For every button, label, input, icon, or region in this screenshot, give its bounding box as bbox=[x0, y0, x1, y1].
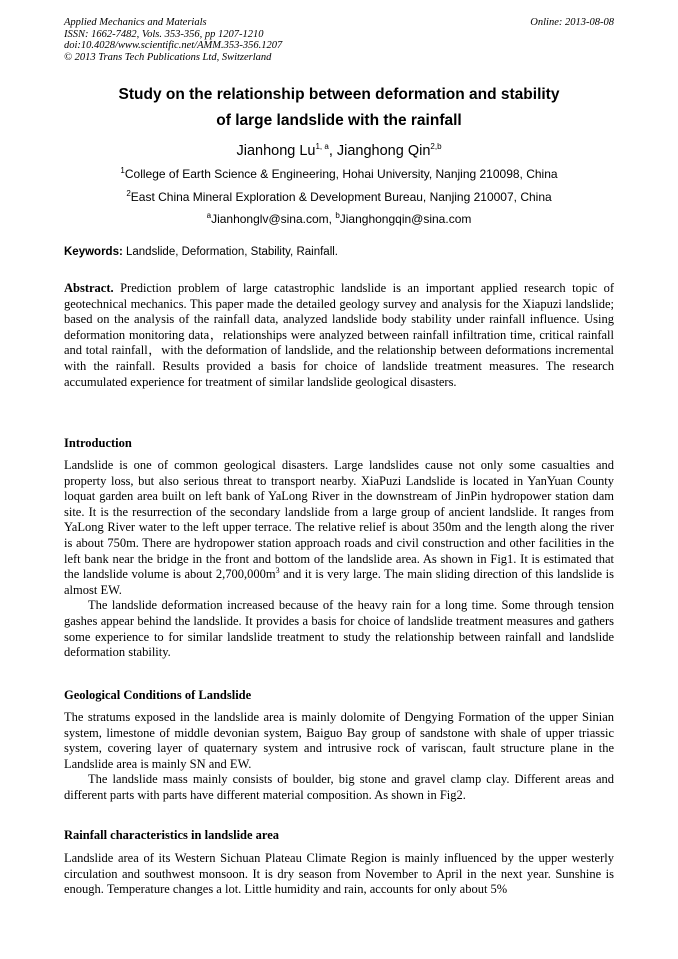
rainfall-heading: Rainfall characteristics in landslide area bbox=[64, 828, 280, 842]
rainfall-body bbox=[64, 851, 614, 898]
author-sep: , bbox=[328, 143, 337, 159]
affiliation-1-sup: 1 bbox=[120, 166, 125, 175]
affiliation-1 bbox=[40, 167, 638, 181]
introduction-paragraph-1 bbox=[64, 458, 614, 598]
email-a-sup: a bbox=[206, 211, 212, 220]
issn: ISSN: 1662-7482, Vols. 353-356, pp 1207-1210 bbox=[64, 28, 264, 40]
journal-name: Applied Mechanics and Materials bbox=[64, 17, 207, 28]
author-1-sup: 1, a bbox=[315, 142, 329, 152]
copyright: © 2013 Trans Tech Publications Ltd, Switzerland bbox=[64, 51, 272, 63]
intro-p1-sup: 3 bbox=[275, 566, 280, 575]
keywords-label: Keywords: bbox=[64, 246, 123, 258]
authors bbox=[40, 143, 638, 159]
introduction-paragraph-2: The landslide deformation increased because of the heavy rain for a long time. Some through tension gashes appear behind the landslide. It provides a basis for choice of landslide treatment measures and gathers some experience to for similar landslide treatment to study the relationship between rainfall and landslide deformation stability. bbox=[64, 598, 614, 660]
title-line-1: Study on the relationship between deformation and stability bbox=[118, 86, 560, 103]
author-2: Jianghong Qin bbox=[336, 143, 431, 159]
doi: doi:10.4028/www.scientific.net/AMM.353-356.1207 bbox=[64, 40, 283, 51]
affiliation-2-text: East China Mineral Exploration & Development Bureau, Nanjing 210007, China bbox=[130, 190, 552, 204]
introduction-heading: Introduction bbox=[64, 436, 132, 450]
affiliation-1-text: College of Earth Science & Engineering, Hohai University, Nanjing 210098, China bbox=[124, 167, 558, 181]
email-a: Jianhonglv@sina.com, bbox=[211, 212, 336, 226]
online-date: Online: 2013-08-08 bbox=[530, 17, 614, 28]
abstract-label: Abstract. bbox=[64, 281, 114, 295]
geology-heading: Geological Conditions of Landslide bbox=[64, 688, 252, 702]
affiliation-2 bbox=[40, 190, 638, 204]
abstract bbox=[64, 281, 614, 390]
journal-header bbox=[64, 17, 614, 63]
title-line-2: of large landslide with the rainfall bbox=[216, 112, 462, 129]
keywords bbox=[64, 246, 614, 258]
geology-body bbox=[64, 710, 614, 804]
author-2-sup: 2,b bbox=[430, 142, 442, 152]
intro-p1-end: and it is very large. The main sliding direction of this landslide is almost EW. bbox=[64, 567, 614, 597]
email-b-sup: b bbox=[335, 211, 340, 220]
rainfall-paragraph-1: Landslide area of its Western Sichuan Plateau Climate Region is mainly influenced by the upper westerly circulation and southwest monsoon. It is dry season from November to April in the next year. Sunshine is enough. Temperature changes a lot. Little humidity and rain, accounts for only about 5% bbox=[64, 851, 614, 897]
geology-paragraph-2: The landslide mass mainly consists of boulder, big stone and gravel clamp clay. Different areas and different parts with parts have different material composition. As shown in Fig2. bbox=[64, 772, 614, 802]
geology-paragraph-1: The stratums exposed in the landslide area is mainly dolomite of Dengying Formation of the upper Sinian system, limestone of middle devonian system, Baiguo Bay group of sandstone with shale of upper triassic system, covering layer of quaternary system and intrusive rock of variscan, fault structure plane in the Landslide area is mainly SN and EW. bbox=[64, 710, 614, 771]
paper-title bbox=[40, 82, 638, 134]
emails bbox=[40, 212, 638, 226]
keywords-text: Landslide, Deformation, Stability, Rainfall. bbox=[122, 246, 338, 258]
introduction-body bbox=[64, 458, 614, 661]
abstract-text: Prediction problem of large catastrophic landslide is an important applied research topic of geotechnical mechanics. This paper made the detailed geology survey and analysis for the Xiapuzi landslide; based on the analysis of the rainfall data, analyzed landslide body stability under rainfall influence. Using deformation monitoring data，relationships were analyzed between rainfall infiltration time, critical rainfall and total rainfall，with the deformation of landslide, and the relationship between deformations incremental with the rainfall. Results provided a basis for choice of landslide treatment measures. The research accumulated experience for treatment of similar landslide geological disasters. bbox=[64, 281, 614, 389]
affiliation-2-sup: 2 bbox=[126, 189, 131, 198]
email-b: Jianghongqin@sina.com bbox=[339, 212, 472, 226]
author-1: Jianhong Lu bbox=[236, 143, 316, 159]
intro-p1-text: Landslide is one of common geological disasters. Large landslides cause not only some casualties and property loss, but also serious threat to transport nearby. XiaPuzi Landslide is located in YanYuan County loquat garden area built on left bank of YaLong River in the downstream of JinPin hydropower station dam site. It is the resurrection of the secondary landslide from a large group of ancient landslide. It ranges from YaLong River water to the left upper terrace. The relative relief is about 350m and the length along the river is about 750m. There are hydropower station approach roads and civil construction and other facilities in the left bank near the bridge in the front and bottom of the landslide area. As shown in Fig1. It is estimated that the landslide volume is about 2,700,000m bbox=[64, 458, 614, 582]
